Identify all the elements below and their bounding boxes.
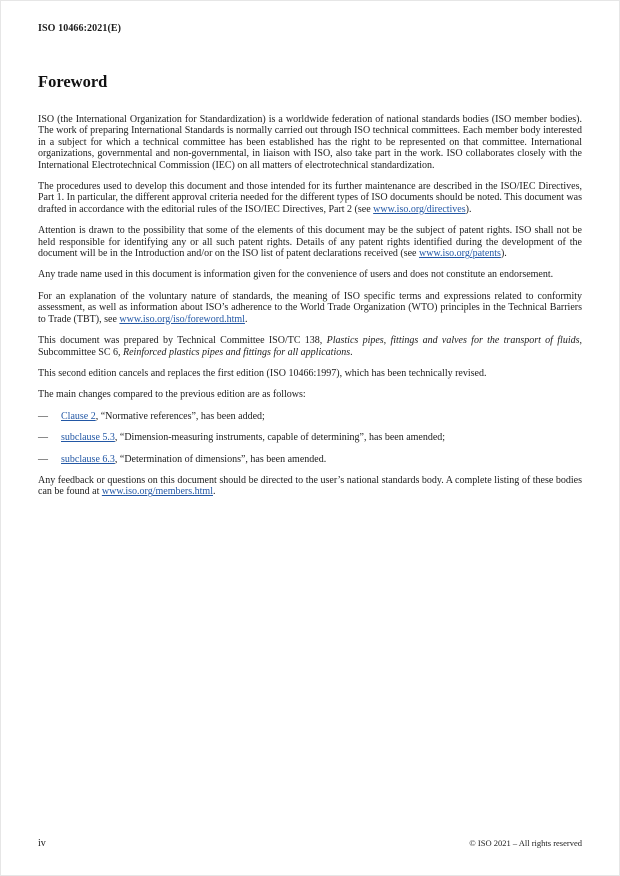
paragraph-text: The main changes compared to the previous edition are as follows:: [38, 389, 306, 401]
page-content: [38, 23, 582, 508]
link-subclause-5-3[interactable]: subclause 5.3: [61, 432, 115, 444]
list-item-text: , “Dimension-measuring instruments, capable of determining”, has been amended;: [114, 432, 446, 444]
paragraph-text: ISO (the International Organization for Standardization) is a worldwide federation of national standards bodies (ISO member bodies). The work of preparing International Standards is normally carried out through ISO technical committees. Each member body interested in a subject for which a technical committee has been established has the right to be represented on that committee. International organizations, governmental and non-governmental, in liaison with ISO, also take part in the work. ISO collaborates closely with the International Electrotechnical Commission (IEC) on all matters of electrotechnical standardization.: [38, 114, 582, 171]
list-item-body: [61, 454, 582, 465]
paragraph-text: This document was prepared by Technical Committee ISO/TC 138,: [38, 335, 327, 347]
paragraph-text: ).: [465, 203, 472, 215]
list-item-subclause-5-3: [38, 432, 582, 443]
list-item-text: , “Determination of dimensions”, has been amended.: [114, 453, 327, 465]
paragraph-7: [38, 368, 582, 379]
paragraph-8: [38, 389, 582, 400]
paragraph-1: [38, 114, 582, 171]
paragraph-text: The procedures used to develop this document and those intended for its further maintenance are described in the ISO/IEC Directives, Part 1. In particular, the different approval criteria needed for the different types of ISO documents should be noted. This document was drafted in accordance with the editorial rules of the ISO/IEC Directives, Part 2 (see: [38, 181, 582, 215]
paragraph-text: For an explanation of the voluntary nature of standards, the meaning of ISO specific terms and expressions related to conformity assessment, as well as information about ISO’s adherence to the World Trade Organization (WTO) principles in the Technical Barriers to Trade (TBT), see: [38, 290, 582, 325]
paragraph-text: Attention is drawn to the possibility that some of the elements of this document may be the subject of patent rights. ISO shall not be held responsible for identifying any or all such patent rights. Details of any patent rights identified during the development of the document will be in the Introduction and/or on the ISO list of patent declarations received (see: [38, 225, 582, 260]
link-iso-directives[interactable]: www.iso.org/directives: [373, 203, 466, 215]
list-item-body: [61, 432, 582, 443]
list-item-text: , “Normative references”, has been added;: [95, 410, 265, 422]
paragraph-text: Any feedback or questions on this document should be directed to the user’s national standards body. A complete listing of these bodies can be found at: [38, 474, 582, 498]
paragraph-4: [38, 269, 582, 280]
link-subclause-6-3[interactable]: subclause 6.3: [61, 453, 115, 465]
paragraph-9: [38, 475, 582, 498]
paragraph-text: This second edition cancels and replaces the first edition (ISO 10466:1997), which has been technically revised.: [38, 367, 487, 379]
paragraph-6: [38, 335, 582, 358]
paragraph-3: [38, 225, 582, 259]
link-iso-patents[interactable]: www.iso.org/patents: [419, 248, 501, 260]
paragraph-2: [38, 181, 582, 215]
list-dash: —: [38, 432, 48, 444]
paragraph-text: , Subcommittee SC 6,: [38, 335, 582, 358]
list-item-body: [61, 411, 582, 422]
section-title-foreword: Foreword: [38, 72, 108, 91]
link-iso-foreword-html[interactable]: www.iso.org/iso/foreword.html: [119, 313, 245, 325]
paragraph-text: .: [350, 346, 353, 358]
link-clause-2[interactable]: Clause 2: [61, 410, 96, 422]
list-dash: —: [38, 453, 48, 465]
paragraph-text: Any trade name used in this document is information given for the convenience of users and does not constitute an endorsement.: [38, 269, 554, 281]
foreword-body: [38, 114, 582, 498]
list-item-clause-2: [38, 411, 582, 422]
changes-list: [38, 411, 582, 465]
committee-title-italic: Plastics pipes, fittings and valves for the transport of fluids: [326, 335, 580, 347]
list-item-subclause-6-3: [38, 454, 582, 465]
paragraph-text: ).: [500, 248, 507, 260]
copyright-notice: © ISO 2021 – All rights reserved: [469, 838, 582, 848]
link-iso-members[interactable]: www.iso.org/members.html: [101, 486, 213, 498]
subcommittee-title-italic: Reinforced plastics pipes and fittings for all applications: [123, 346, 351, 358]
page-number: iv: [38, 838, 46, 849]
paragraph-text: .: [212, 486, 216, 498]
page-footer: [38, 838, 582, 849]
list-dash: —: [38, 410, 48, 422]
paragraph-text: .: [244, 313, 248, 325]
paragraph-5: [38, 291, 582, 325]
document-reference: ISO 10466:2021(E): [38, 23, 122, 34]
